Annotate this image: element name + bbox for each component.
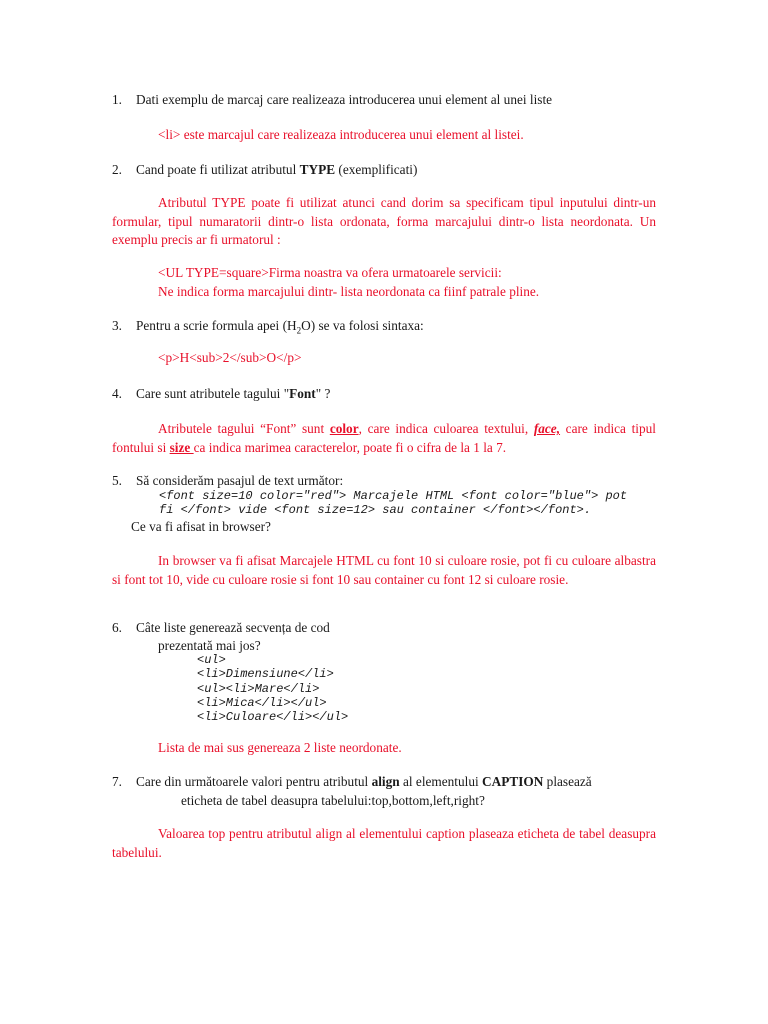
question-text: eticheta de tabel deasupra tabelului:top,bottom,left,right? <box>181 793 485 808</box>
question-number: 6. <box>112 620 122 635</box>
example-line: <UL TYPE=square>Firma noastra va ofera urmatoarele servicii: <box>158 265 502 280</box>
answer-text: care indica tipul fontului si <box>112 421 656 455</box>
question-text-bold: CAPTION <box>482 774 544 789</box>
answer-text: <li> este marcajul care realizeaza introducerea unui element al listei. <box>158 127 524 142</box>
code-line: fi </font> vide <font size=12> sau container </font></font>. <box>159 503 592 518</box>
question-2 <box>112 161 657 179</box>
question-text: al elementului <box>399 774 483 789</box>
question-number: 2. <box>112 162 122 177</box>
answer-2 <box>112 194 656 250</box>
question-5 <box>112 472 657 490</box>
question-number: 4. <box>112 386 122 401</box>
code-line: <li>Dimensiune</li> <box>197 667 334 682</box>
answer-text: ca indica marimea caracterelor, poate fi o cifra de la 1 la 7. <box>193 439 507 455</box>
question-text: (exemplificati) <box>335 162 418 177</box>
code-line: <ul><li>Mare</li> <box>197 681 320 696</box>
question-text: Care sunt atributele tagului " <box>136 386 290 401</box>
answer-7 <box>112 825 656 862</box>
question-text: Cand poate fi utilizat atributul <box>136 162 300 177</box>
question-5-prompt <box>131 518 676 536</box>
answer-5 <box>112 552 656 589</box>
subscript: 2 <box>296 325 302 336</box>
question-4 <box>112 385 657 403</box>
question-text: O) se va folosi sintaxa: <box>301 318 424 333</box>
question-text-bold: align <box>371 774 400 789</box>
question-number: 5. <box>112 473 122 488</box>
question-text: Pentru a scrie formula apei (H <box>136 318 297 333</box>
question-7-line2 <box>181 792 726 810</box>
example-line: Ne indica forma marcajului dintr- lista neordonata ca fiinf patrale pline. <box>158 283 540 299</box>
question-number: 3. <box>112 318 122 333</box>
question-text: plasează <box>543 774 592 789</box>
question-7 <box>112 773 657 791</box>
question-text: Câte liste generează secvența de cod <box>136 620 330 635</box>
code-snippet-5 <box>159 489 659 518</box>
question-number: 7. <box>112 774 122 789</box>
code-line: <font size=10 color="red"> Marcajele HTML <font color="blue"> pot <box>159 489 628 503</box>
keyword-color: color <box>329 421 359 436</box>
answer-text: Valoarea top pentru atributul align al elementului caption plaseaza eticheta de tabel deasupra tabelului. <box>112 826 656 860</box>
question-6 <box>112 619 657 637</box>
question-text-bold: TYPE <box>299 162 336 177</box>
answer-text: Lista de mai sus genereaza 2 liste neordonate. <box>158 740 402 755</box>
answer-1 <box>112 126 656 145</box>
question-text: Care din următoarele valori pentru atributul <box>136 774 372 789</box>
question-3 <box>112 317 657 340</box>
keyword-face: face, <box>533 421 561 436</box>
answer-text: Atributele tagului “Font” sunt <box>158 421 330 436</box>
answer-2-example <box>112 264 656 301</box>
code-snippet-6 <box>197 653 348 724</box>
answer-6 <box>112 739 656 758</box>
code-line: <li>Mica</li></ul> <box>197 695 327 710</box>
code-line: <li>Culoare</li></ul> <box>197 710 349 725</box>
question-text-bold: Font <box>289 386 316 401</box>
code-line: <ul> <box>197 653 226 667</box>
question-text: Dati exemplu de marcaj care realizeaza introducerea unui element al unei liste <box>136 92 553 107</box>
answer-3 <box>112 349 656 368</box>
question-text: Să considerăm pasajul de text următor: <box>136 473 344 488</box>
question-text: prezentată mai jos? <box>158 638 261 653</box>
question-number: 1. <box>112 92 122 107</box>
question-1 <box>112 91 657 109</box>
keyword-size: size <box>169 439 194 455</box>
answer-text: <p>H<sub>2</sub>O</p> <box>158 350 302 365</box>
answer-4 <box>112 420 656 457</box>
question-text: Ce va fi afisat in browser? <box>131 519 271 534</box>
answer-text: In browser va fi afisat Marcajele HTML cu font 10 si culoare rosie, pot fi cu culoare albastra si font tot 10, vide cu culoare rosie si font 10 sau container cu font 12 si culoare rosie. <box>112 553 656 587</box>
answer-text: , care indica culoarea textului, <box>358 421 534 436</box>
answer-text: Atributul TYPE poate fi utilizat atunci cand dorim sa specificam tipul inputului dintr-un formular, tipul numaratorii dintr-o lista ordonata, forma marcajului dintr-o lista neordonata. Un exemplu precis ar fi urmatorul : <box>112 195 656 247</box>
question-text: " ? <box>315 386 331 401</box>
